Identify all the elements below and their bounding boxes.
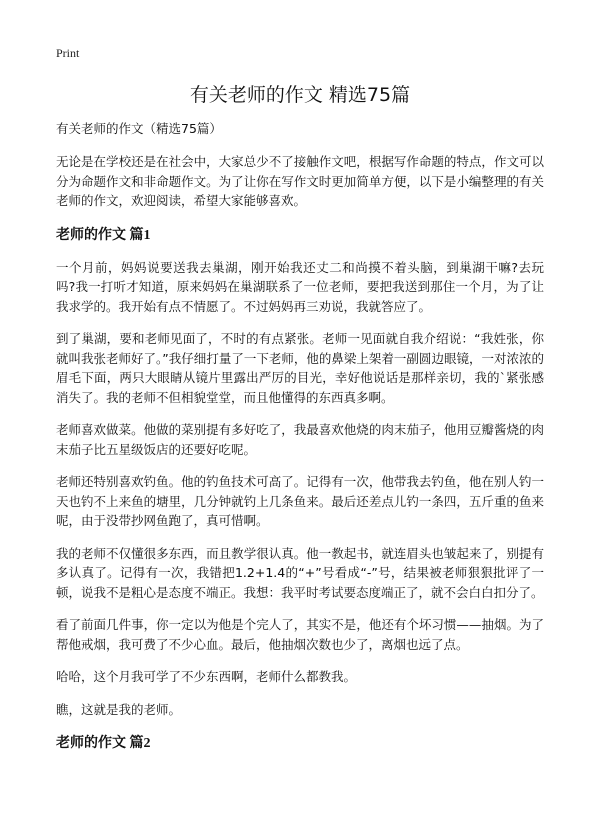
article-subtitle: 有关老师的作文（精选75篇） [56,121,222,136]
intro-paragraph: 无论是在学校还是在社会中，大家总少不了接触作文吧，根据写作命题的特点，作文可以分为命题作文和非命题作文。为了让你在写作文时更加简单方便，以下是小编整理的有关老师的作文，欢迎阅读，希望大家能够喜欢。 [56,154,544,208]
article-body [56,120,544,766]
paragraph: 老师还特别喜欢钓鱼。他的钓鱼技术可高了。记得有一次，他带我去钓鱼，他在别人钓一天也钓不上来鱼的塘里，几分钟就钓上几条鱼来。最后还差点儿钓一条四，五斤重的鱼来呢，由于没带抄网鱼跑了，真可惜啊。 [56,474,544,528]
paragraph: 到了巢湖，要和老师见面了，不时的有点紧张。老师一见面就自我介绍说：“我姓张，你就叫我张老师好了。”我仔细打量了一下老师，他的鼻梁上架着一副圆边眼镜，一对浓浓的眉毛下面，两只大眼睛从镜片里露出严厉的目光，幸好他说话是那样亲切，我的`紧张感消失了。我的老师不但相貌堂堂，而且他懂得的东西真多啊。 [56,331,544,405]
paragraph: 哈哈，这个月我可学了不少东西啊，老师什么都教我。 [56,669,357,684]
paragraph: 瞧，这就是我的老师。 [56,701,182,717]
paragraph: 一个月前，妈妈说要送我去巢湖，刚开始我还丈二和尚摸不着头脑，到巢湖干嘛?去玩吗?我一打听才知道，原来妈妈在巢湖联系了一位老师，要把我送到那住一个月，为了让我求学的。我开始有点不情愿了。不过妈妈再三劝说，我就答应了。 [56,259,544,314]
page-title: 有关老师的作文 精选75篇 [189,84,411,106]
paragraph: 老师喜欢做菜。他做的菜别提有多好吃了，我最喜欢他烧的肉末茄子，他用豆瓣酱烧的肉末茄子比五星级饭店的还要好吃呢。 [56,422,544,457]
section-heading-1: 老师的作文 篇1 [56,227,151,243]
paragraph: 看了前面几件事，你一定以为他是个完人了，其实不是，他还有个坏习惯——抽烟。为了帮他戒烟，我可费了不少心血。最后，他抽烟次数也少了，离烟也远了点。 [56,617,544,652]
print-label[interactable]: Print [56,46,80,60]
section-heading-2: 老师的作文 篇2 [56,736,151,751]
paragraph: 我的老师不仅懂很多东西，而且教学很认真。他一教起书，就连眉头也皱起来了，别提有多认真了。记得有一次，我错把1.2+1.4的“+”号看成“-”号，结果被老师狠狠批评了一顿，说我不是粗心是态度不端正。我想：我平时考试要态度端正了，就不会白白扣分了。 [56,545,544,600]
